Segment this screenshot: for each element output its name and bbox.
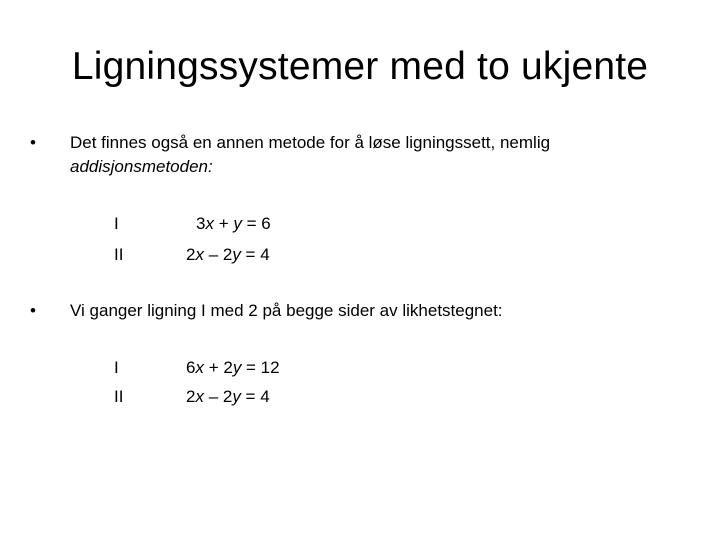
- equation: 6x + 2y = 12: [186, 358, 280, 377]
- equation-label: II: [114, 387, 124, 406]
- equation: 3x + y = 6: [196, 214, 271, 233]
- equation-label: I: [114, 214, 119, 233]
- equation: 2x – 2y = 4: [186, 387, 270, 406]
- bullet-marker: •: [30, 301, 36, 320]
- slide-title: Ligningssystemer med to ukjente: [71, 45, 649, 88]
- bullet-text: Det finnes også en annen metode for å løse ligningssett, nemlig: [70, 133, 551, 152]
- bullet-marker: •: [30, 133, 36, 152]
- equation-label: I: [114, 358, 119, 377]
- equation-label: II: [114, 245, 124, 264]
- bullet-text: Vi ganger ligning I med 2 på begge sider av likhetstegnet:: [70, 301, 503, 320]
- bullet-text-emphasis: addisjonsmetoden:: [70, 157, 213, 176]
- equation: 2x – 2y = 4: [186, 245, 270, 264]
